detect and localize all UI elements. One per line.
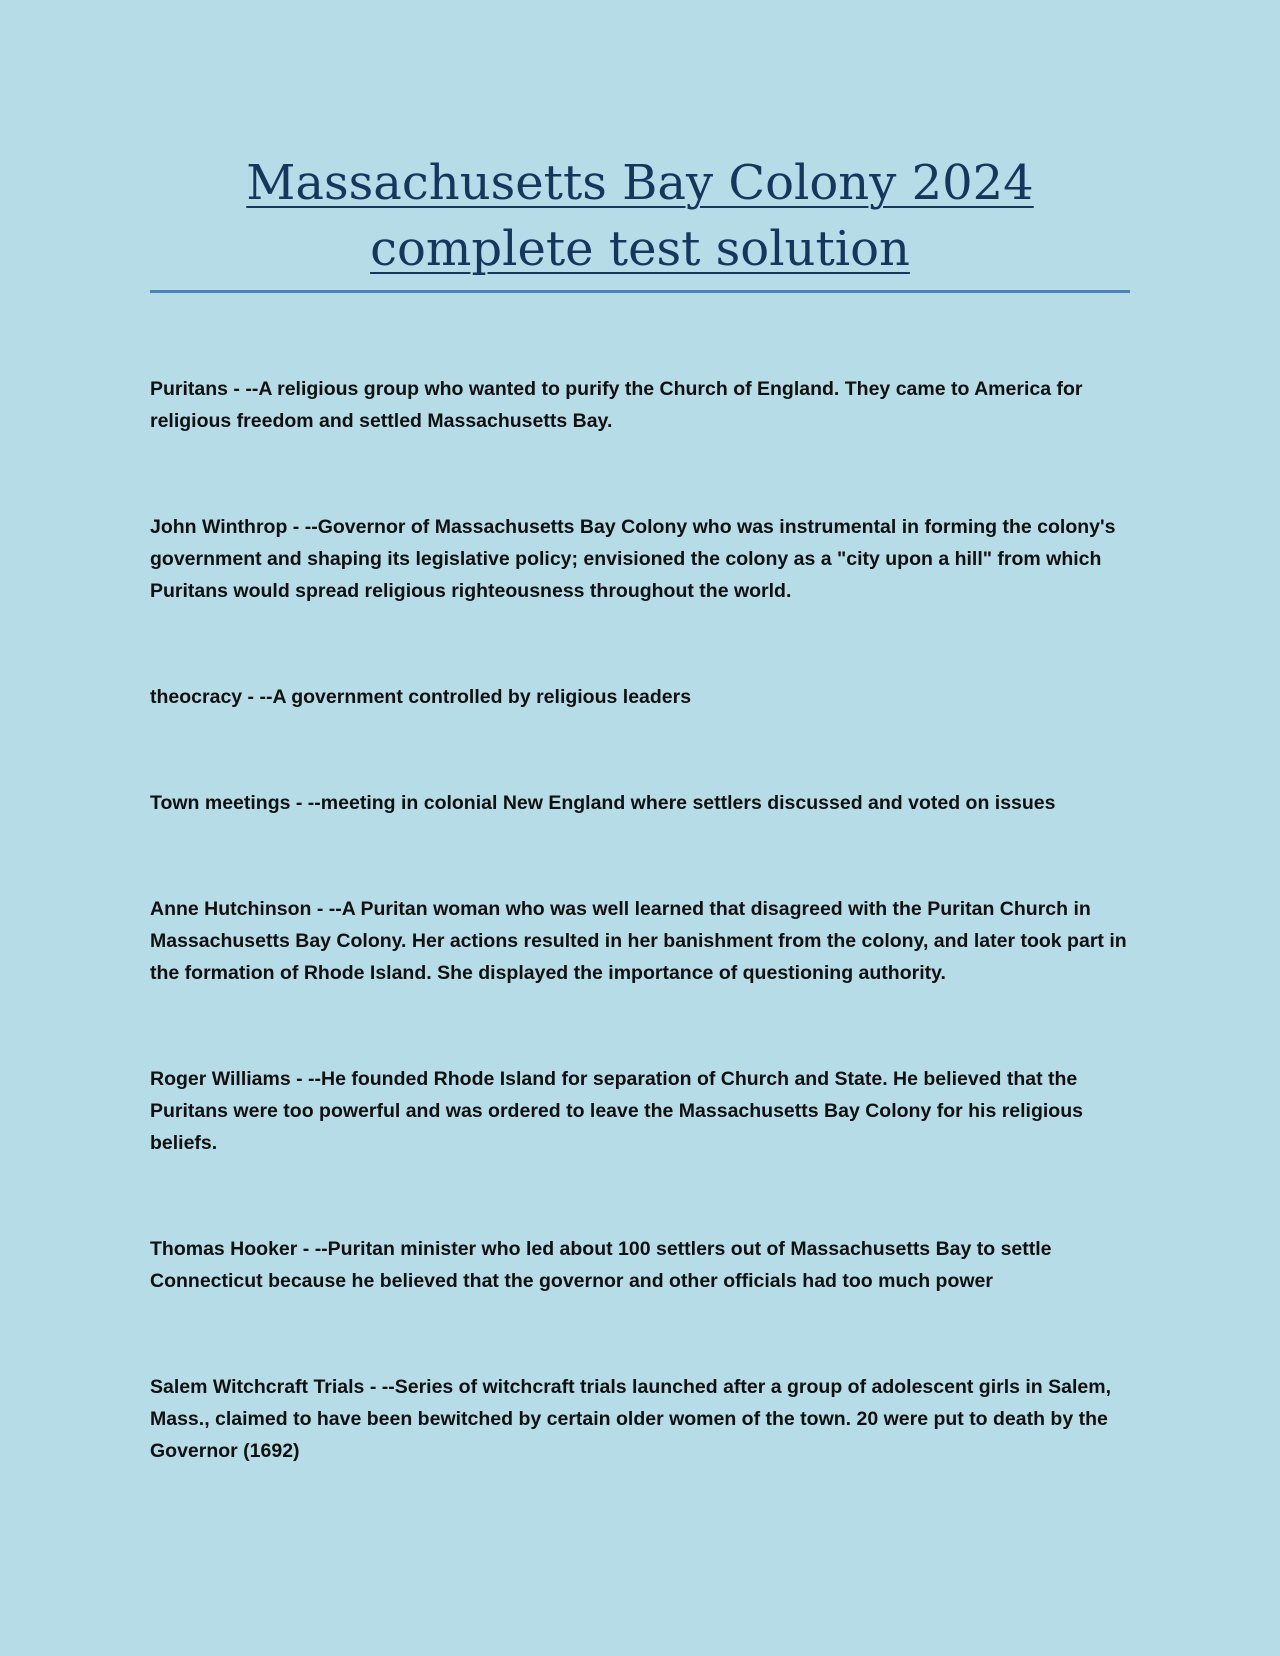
entry-salem-witchcraft-trials: Salem Witchcraft Trials - --Series of witchcraft trials launched after a group of adolescent girls in Salem, Mass., claimed to have been bewitched by certain older women of the town. 20 were put to death by the Governor (1692) bbox=[150, 1376, 1111, 1462]
entry-theocracy: theocracy - --A government controlled by religious leaders bbox=[150, 686, 692, 708]
title-line-2: complete test solution bbox=[370, 221, 910, 277]
title-block bbox=[150, 150, 1130, 293]
entry-anne-hutchinson: Anne Hutchinson - --A Puritan woman who was well learned that disagreed with the Puritan Church in Massachusetts Bay Colony. Her actions resulted in her banishment from the colony, and later took part in the formation of Rhode Island. She displayed the importance of questioning authority. bbox=[150, 898, 1127, 984]
entry-list bbox=[150, 373, 1130, 1541]
document-title bbox=[150, 150, 1130, 282]
entry-thomas-hooker: Thomas Hooker - --Puritan minister who led about 100 settlers out of Massachusetts Bay to settle Connecticut because he believed that the governor and other officials had too much power bbox=[150, 1238, 1052, 1292]
title-line-1: Massachusetts Bay Colony 2024 bbox=[246, 155, 1034, 211]
entry-town-meetings: Town meetings - --meeting in colonial New England where settlers discussed and voted on issues bbox=[150, 792, 1056, 814]
entry-john-winthrop: John Winthrop - --Governor of Massachusetts Bay Colony who was instrumental in forming the colony's government and shaping its legislative policy; envisioned the colony as a "city upon a hill" from which Puritans would spread religious righteousness throughout the world. bbox=[150, 516, 1116, 602]
entry-puritans: Puritans - --A religious group who wanted to purify the Church of England. They came to America for religious freedom and settled Massachusetts Bay. bbox=[150, 378, 1083, 432]
entry-roger-williams: Roger Williams - --He founded Rhode Island for separation of Church and State. He believed that the Puritans were too powerful and was ordered to leave the Massachusetts Bay Colony for his religious beliefs. bbox=[150, 1068, 1083, 1154]
